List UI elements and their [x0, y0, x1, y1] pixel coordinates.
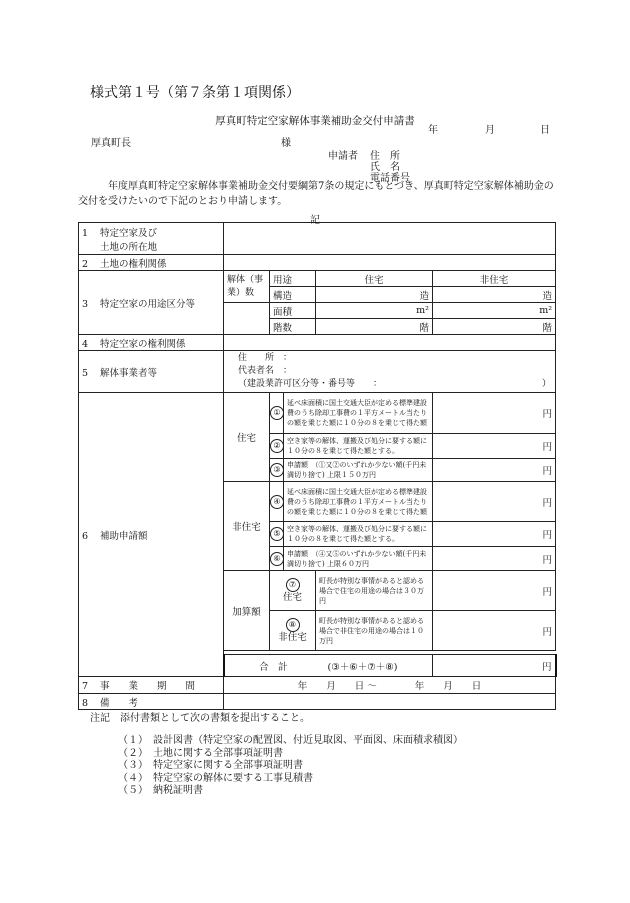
row-subsidy-1	[79, 393, 556, 434]
date-month: 月	[485, 125, 495, 136]
attachment-item: （５） 納税証明書	[118, 785, 203, 796]
applicant-label: 申請者	[328, 151, 358, 162]
application-table	[78, 222, 557, 710]
structure-label: 構造	[270, 287, 316, 303]
row-num: 8	[82, 697, 89, 709]
area-res-unit[interactable]: m²	[316, 303, 433, 319]
attachment-item: （４） 特定空家の解体に要する工事見積書	[118, 772, 313, 784]
calc-3-text: 申請額 （①又②のいずれか少ない額(千円未満切り捨て) 上限１５０万円	[284, 459, 433, 482]
floors-label: 階数	[270, 319, 316, 335]
row-label: 特定空家の権利関係	[100, 338, 186, 350]
attachment-item: （３） 特定空家に関する全部事項証明書	[118, 760, 303, 771]
circle-5: ⑤	[270, 527, 284, 541]
yen-total[interactable]: 円	[433, 655, 556, 677]
row-remarks	[79, 694, 556, 710]
period-value[interactable]: 年 月 日 ～ 年 月 日	[224, 677, 556, 694]
row-label: 土地の権利関係	[100, 258, 167, 270]
floors-nonres-unit[interactable]: 階	[433, 319, 556, 335]
circle-1: ①	[270, 406, 284, 420]
intro-text: 年度厚真町特定空家解体事業補助金交付要綱第7条の規定にもとづき、厚真町特定空家解体補助金の交付を受けたいので下記のとおり申請します。	[78, 181, 554, 207]
row-period	[79, 677, 556, 694]
yen-6[interactable]: 円	[433, 547, 556, 571]
addressee-honorific: 様	[281, 138, 291, 149]
calc-5-text: 空き家等の解体、運搬及び処分に要する額に１０分の８を乗じて得た額とする。	[284, 522, 433, 547]
remarks-value[interactable]	[224, 694, 556, 710]
yen-5[interactable]: 円	[433, 522, 556, 547]
row-building-rights	[79, 335, 556, 351]
calc-8-text: 町長が特別な事情があると認める場合で非住宅の用途の場合は１０万円	[316, 611, 433, 651]
yen-4[interactable]: 円	[433, 482, 556, 522]
row-num: 1	[82, 227, 89, 239]
date-year: 年	[428, 125, 438, 136]
area-nonres-unit[interactable]: m²	[433, 303, 556, 319]
circle-3: ③	[270, 463, 284, 477]
applicant-name-label: 氏 名	[370, 162, 400, 173]
yen-7[interactable]: 円	[433, 571, 556, 611]
calc-6-text: 申請額 （④又⑤のいずれか少ない額(千円未満切り捨て) 上限６０万円	[284, 547, 433, 571]
addressee-name: 厚真町長	[91, 138, 131, 149]
floors-res-unit[interactable]: 階	[316, 319, 433, 335]
row-num: 5	[82, 367, 89, 379]
row-label: 特定空家及び	[100, 227, 158, 239]
row-label: 特定空家の用途区分等	[100, 298, 196, 310]
row-label: 補助申請額	[100, 530, 148, 542]
addition-label: 加算額	[224, 571, 270, 651]
row-num: 4	[82, 338, 89, 350]
row-num: 3	[82, 298, 89, 310]
structure-res-unit[interactable]: 造	[316, 287, 433, 303]
row-usage-header	[79, 271, 556, 287]
row-num: 6	[82, 530, 89, 542]
total-label: 合 計	[259, 661, 288, 673]
date-day: 日	[540, 125, 550, 136]
contractor-license-label: （建設業許可区分等・番号等 ：	[238, 379, 383, 389]
land-rights-value[interactable]	[224, 255, 556, 271]
calc-4-text: 延べ床面積に国土交通大臣が定める標準建設費のうち除却工事費の１平方メートル当たりの額を乗じた額に１０分の８を乗じて得た額	[284, 482, 433, 522]
attachment-note: 注記 添付書類として次の書類を提出すること。	[90, 713, 310, 724]
building-rights-value[interactable]	[224, 335, 556, 351]
contractor-license-close: ）	[542, 379, 552, 389]
demolish-count-label: 解体（事業）数	[224, 271, 270, 303]
non-residential-header: 非住宅	[433, 271, 556, 287]
structure-nonres-unit[interactable]: 造	[433, 287, 556, 303]
form-number: 様式第１号（第７条第１項関係）	[90, 85, 300, 101]
circle-2: ②	[270, 439, 284, 453]
ki-heading: 記	[310, 215, 320, 226]
addition-nonres-label: 非住宅	[278, 631, 307, 643]
yen-3[interactable]: 円	[433, 459, 556, 482]
circle-6: ⑥	[270, 552, 284, 566]
yen-8[interactable]: 円	[433, 611, 556, 651]
addition-res-label: 住宅	[282, 591, 302, 603]
yen-1[interactable]: 円	[433, 393, 556, 434]
use-header: 用途	[270, 271, 316, 287]
residential-header: 住宅	[316, 271, 433, 287]
attachment-item: （２） 土地に関する全部事項証明書	[118, 747, 283, 759]
applicant-phone-label: 電話番号	[370, 173, 410, 184]
total-formula: (③＋⑥＋⑦＋⑧)	[327, 661, 398, 673]
row-contractor	[79, 351, 556, 393]
document-title: 厚真町特定空家解体事業補助金交付申請書	[215, 115, 415, 127]
circle-4: ④	[270, 495, 284, 509]
contractor-rep-label: 代表者名 ：	[238, 366, 293, 376]
circle-8: ⑧	[286, 618, 300, 632]
location-value[interactable]	[224, 223, 556, 255]
attachment-list	[118, 735, 463, 798]
contractor-address-label: 住 所 ：	[238, 353, 293, 363]
non-residential-label: 非住宅	[224, 482, 270, 571]
row-label-2: 土地の所在地	[100, 241, 158, 253]
applicant-address-label: 住 所	[370, 151, 400, 162]
row-num: 7	[82, 681, 89, 692]
row-location	[79, 223, 556, 255]
attachment-item: （１） 設計図書（特定空家の配置図、付近見取図、平面図、床面積求積図）	[118, 735, 463, 746]
row-num: 2	[82, 258, 89, 270]
yen-2[interactable]: 円	[433, 434, 556, 459]
area-label: 面積	[270, 303, 316, 319]
calc-7-text: 町長が特別な事情があると認める場合で住宅の用途の場合は３０万円	[316, 571, 433, 611]
row-label: 解体事業者等	[100, 367, 158, 379]
calc-2-text: 空き家等の解体、運搬及び処分に要する額に１０分の８を乗じて得た額とする。	[284, 434, 433, 459]
circle-7: ⑦	[286, 578, 300, 592]
row-label: 備 考	[100, 697, 139, 709]
calc-1-text: 延べ床面積に国土交通大臣が定める標準建設費のうち除却工事費の１平方メートル当たりの額を乗じた額に１０分の８を乗じて得た額	[284, 393, 433, 434]
row-land-rights	[79, 255, 556, 271]
row-label: 事 業 期 間	[100, 681, 196, 692]
residential-label: 住宅	[224, 393, 270, 482]
